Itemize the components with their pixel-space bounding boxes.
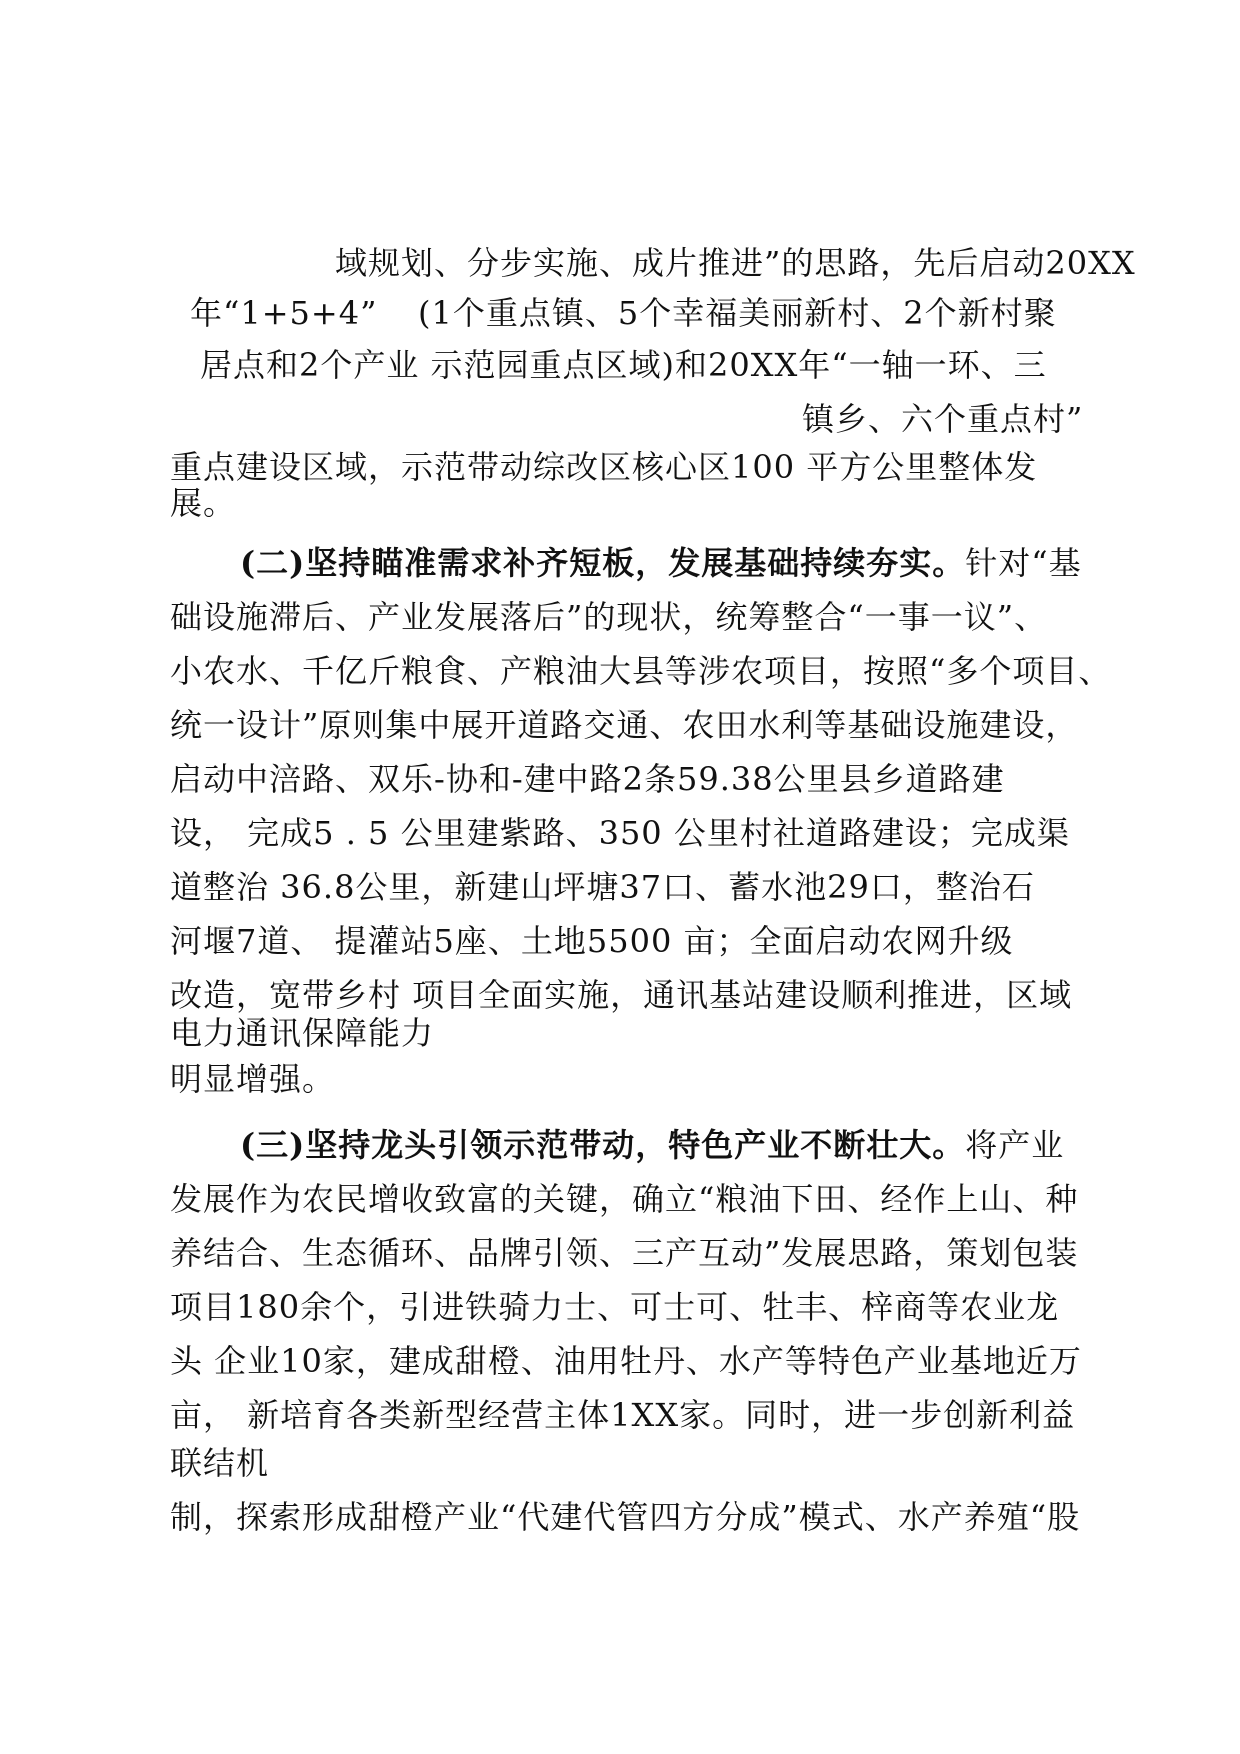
text-line: 明显增强。 <box>170 1060 336 1098</box>
section-2-first-line <box>240 543 1082 583</box>
text-line: 设， 完成5 . 5 公里建紫路、350 公里村社道路建设；完成渠 <box>170 814 1070 852</box>
text-line: 河堰7道、 提灌站5座、土地5500 亩；全面启动农网升级 <box>170 922 1014 960</box>
text-line: 道整治 36.8公里，新建山坪塘37口、蓄水池29口，整治石 <box>170 868 1035 906</box>
text-line: 制，探索形成甜橙产业“代建代管四方分成”模式、水产养殖“股 <box>170 1498 1081 1536</box>
text-line: 居点和2个产业 示范园重点区域)和20XX年“一轴一环、三 <box>200 346 1047 384</box>
text-line: 重点建设区域，示范带动综改区核心区100 平方公里整体发 <box>170 448 1038 486</box>
section-2-heading: (二)坚持瞄准需求补齐短板，发展基础持续夯实。 <box>240 544 966 582</box>
text-line: 统一设计”原则集中展开道路交通、农田水利等基础设施建设， <box>170 706 1079 744</box>
text-line: 年“1+5+4” <box>190 294 378 332</box>
text-line: 镇乡、六个重点村” <box>802 400 1084 438</box>
section-3-first-line <box>240 1125 1064 1165</box>
text-line: 项目180余个，引进铁骑力士、可士可、牡丰、梓商等农业龙 <box>170 1288 1060 1326</box>
text-line: 础设施滞后、产业发展落后”的现状，统筹整合“一事一议”、 <box>170 598 1048 636</box>
text-line: (1个重点镇、5个幸福美丽新村、2个新村聚 <box>418 294 1057 332</box>
section-3-tail: 将产业 <box>965 1126 1065 1164</box>
text-line: 亩， 新培育各类新型经营主体1XX家。同时，进一步创新利益 <box>170 1396 1076 1434</box>
text-line: 养结合、生态循环、品牌引领、三产互动”发展思路，策划包装 <box>170 1234 1079 1272</box>
text-line: 联结机 <box>170 1444 270 1482</box>
section-3-heading: (三)坚持龙头引领示范带动，特色产业不断壮大。 <box>240 1126 966 1164</box>
text-line: 启动中涪路、双乐-协和-建中路2条59.38公里县乡道路建 <box>170 760 1005 798</box>
section-2-tail: 针对“基 <box>965 544 1082 582</box>
text-line: 展。 <box>170 484 237 522</box>
text-line: 发展作为农民增收致富的关键，确立“粮油下田、经作上山、种 <box>170 1180 1079 1218</box>
text-line: 电力通讯保障能力 <box>170 1014 435 1052</box>
text-line: 域规划、分步实施、成片推进”的思路，先后启动20XX <box>335 244 1136 282</box>
text-line: 改造，宽带乡村 项目全面实施，通讯基站建设顺利推进，区域 <box>170 976 1073 1014</box>
text-line: 头 企业10家，建成甜橙、油用牡丹、水产等特色产业基地近万 <box>170 1342 1082 1380</box>
text-line: 小农水、千亿斤粮食、产粮油大县等涉农项目，按照“多个项目、 <box>170 652 1112 690</box>
